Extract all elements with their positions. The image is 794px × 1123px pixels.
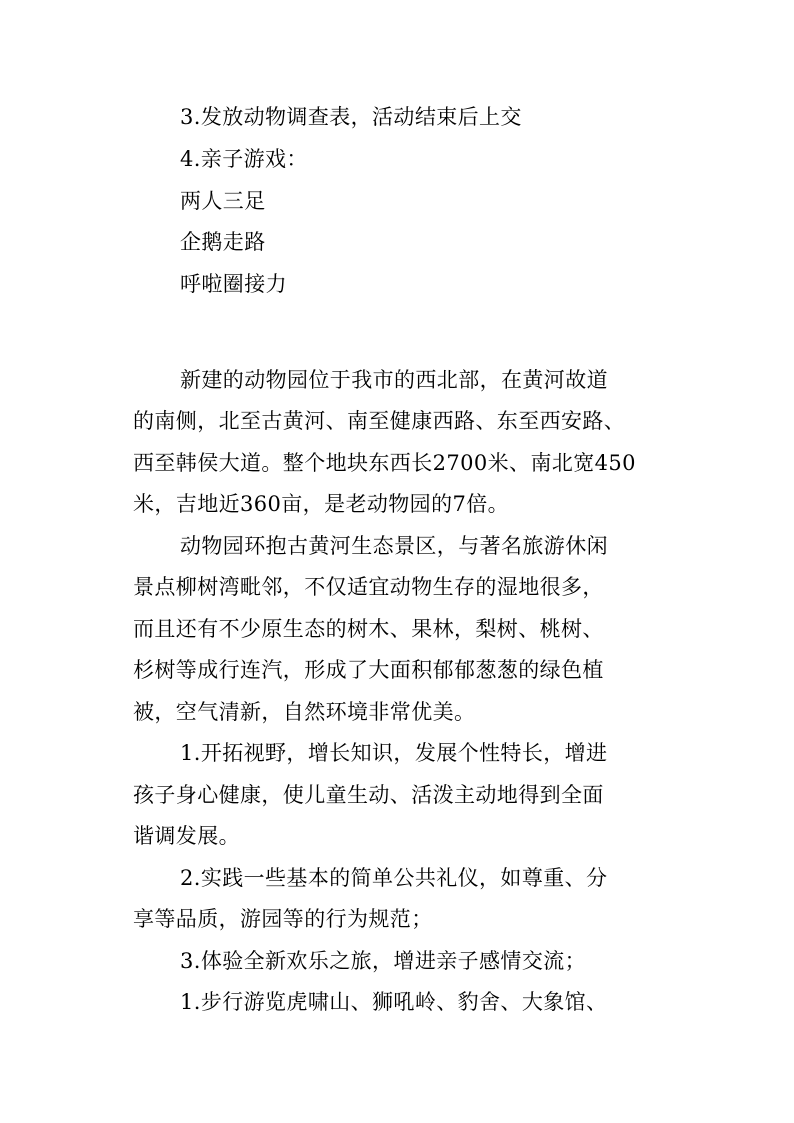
game-penguin-walk: 企鹅走路	[180, 230, 266, 254]
game-three-legged: 两人三足	[180, 189, 266, 213]
goal-3: 3.体验全新欢乐之旅，增进亲子感情交流；	[180, 949, 587, 973]
goal-1-line-1: 1.开拓视野，增长知识，发展个性特长，增进	[180, 741, 608, 765]
intro-line-4: 米，吉地近360亩，是老动物园的7倍。	[133, 492, 510, 516]
intro-line-1: 新建的动物园位于我市的西北部，在黄河故道	[180, 368, 608, 392]
intro-line-2: 的南侧，北至古黄河、南至健康西路、东至西安路、	[133, 409, 626, 433]
environment-line-1: 动物园环抱古黄河生态景区，与著名旅游休闲	[180, 534, 608, 558]
goal-2-line-1: 2.实践一些基本的简单公共礼仪，如尊重、分	[180, 866, 608, 890]
goal-2-line-2: 享等品质，游园等的行为规范；	[133, 907, 433, 931]
environment-line-4: 杉树等成行连汽，形成了大面积郁郁葱葱的绿色植	[133, 658, 604, 682]
environment-line-2: 景点柳树湾毗邻，不仅适宜动物生存的湿地很多，	[133, 575, 604, 599]
environment-line-3: 而且还有不少原生态的树木、果林，梨树、桃树、	[133, 617, 604, 641]
list-item-parent-child-games: 4.亲子游戏：	[180, 147, 308, 171]
list-item-survey-form: 3.发放动物调查表，活动结束后上交	[180, 105, 522, 129]
goal-1-line-3: 谐调发展。	[133, 824, 240, 848]
intro-line-3: 西至韩侯大道。整个地块东西长2700米、南北宽450	[133, 451, 636, 475]
route-1: 1.步行游览虎啸山、狮吼岭、豹舍、大象馆、	[180, 990, 608, 1014]
environment-line-5: 被，空气清新，自然环境非常优美。	[133, 700, 476, 724]
goal-1-line-2: 孩子身心健康，使儿童生动、活泼主动地得到全面	[133, 783, 604, 807]
game-hula-hoop-relay: 呼啦圈接力	[180, 272, 287, 296]
